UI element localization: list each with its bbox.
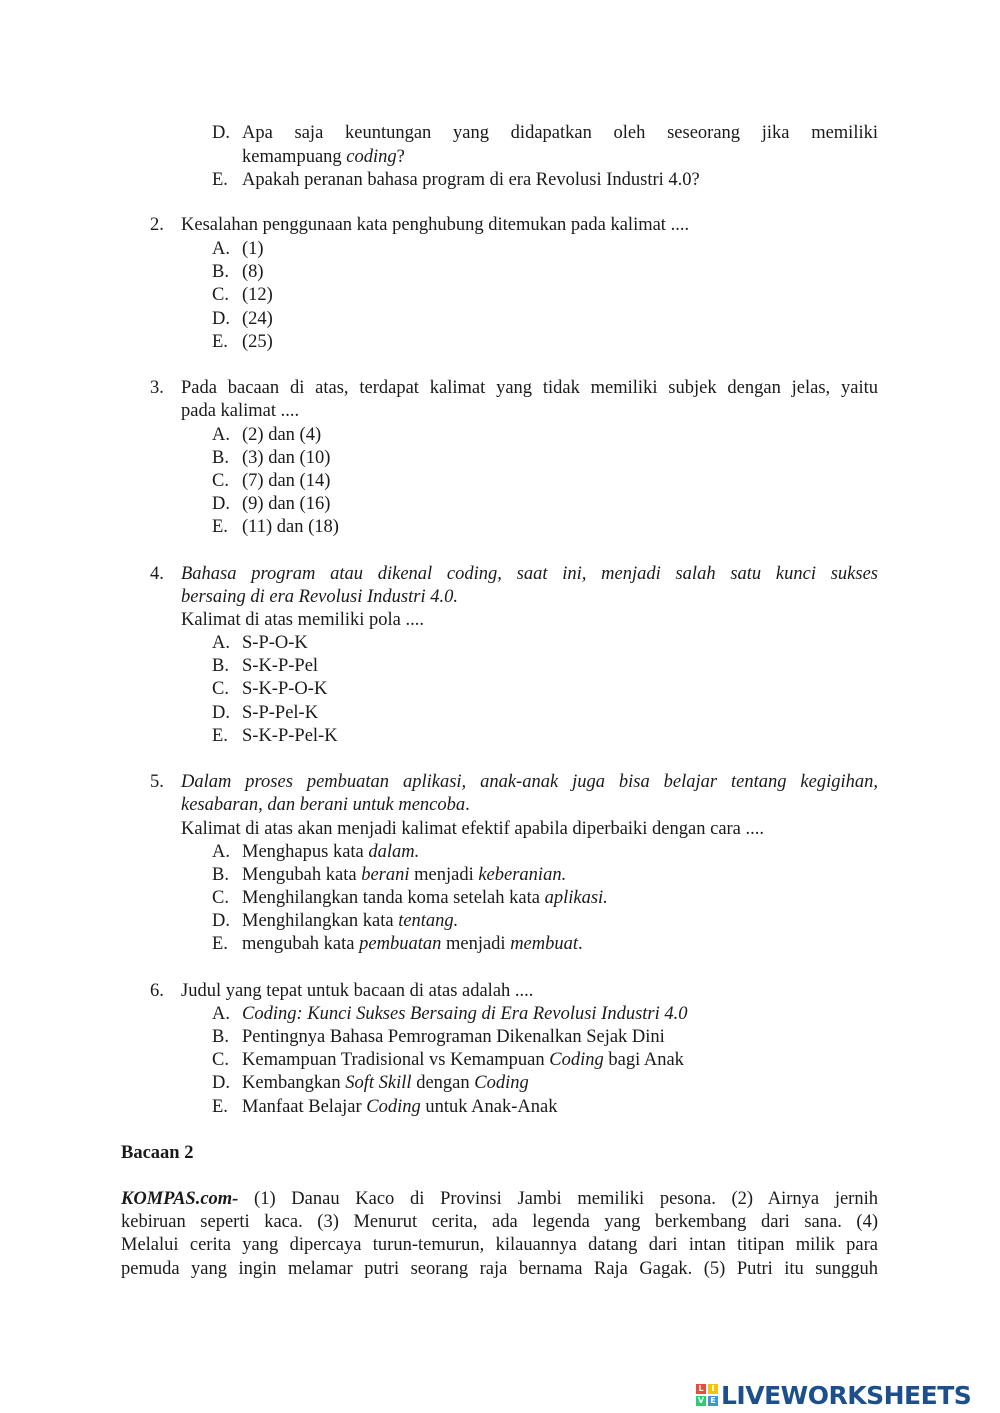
q6-option-c-text: Kemampuan Tradisional vs Kemampuan Coding bagi Anak xyxy=(242,1050,684,1070)
q2-option-e-label: E. xyxy=(212,332,228,352)
bacaan2-line1: KOMPAS.com- (1) Danau Kaco di Provinsi Jambi memiliki pesona. (2) Airnya jernih xyxy=(121,1189,878,1209)
q4-option-e-label: E. xyxy=(212,726,228,746)
q3-option-a-text: (2) dan (4) xyxy=(242,425,322,445)
q5-option-d-text: Menghilangkan kata tentang. xyxy=(242,911,459,931)
q3-line1: Pada bacaan di atas, terdapat kalimat yang tidak memiliki subjek dengan jelas, yaitu xyxy=(181,378,878,398)
q5-option-e-text: mengubah kata pembuatan menjadi membuat. xyxy=(242,934,583,954)
q3-option-e-text: (11) dan (18) xyxy=(242,517,339,537)
q2-option-d-text: (24) xyxy=(242,309,273,329)
q3-option-a-label: A. xyxy=(212,425,230,445)
q6-option-d-label: D. xyxy=(212,1073,230,1093)
q2-option-c-label: C. xyxy=(212,285,229,305)
q2-number: 2. xyxy=(150,215,164,235)
q3-option-c-text: (7) dan (14) xyxy=(242,471,331,491)
q5-option-b-text: Mengubah kata berani menjadi keberanian. xyxy=(242,865,567,885)
q6-text: Judul yang tepat untuk bacaan di atas adalah .... xyxy=(181,981,534,1001)
bacaan2-line2: kebiruan seperti kaca. (3) Menurut cerita, ada legenda yang berkembang dari sana. (4) xyxy=(121,1212,878,1232)
q2-option-c-text: (12) xyxy=(242,285,273,305)
q4-option-e-text: S-K-P-Pel-K xyxy=(242,726,338,746)
logo-icon-letter-l: L xyxy=(696,1384,706,1394)
q5-option-b-label: B. xyxy=(212,865,229,885)
q1-option-d-label: D. xyxy=(212,123,230,143)
q6-option-e-text: Manfaat Belajar Coding untuk Anak-Anak xyxy=(242,1097,558,1117)
q3-option-e-label: E. xyxy=(212,517,228,537)
q6-option-c-label: C. xyxy=(212,1050,229,1070)
q6-option-b-text: Pentingnya Bahasa Pemrograman Dikenalkan Sejak Dini xyxy=(242,1027,665,1047)
q2-option-e-text: (25) xyxy=(242,332,273,352)
q1-option-d-line1: Apa saja keuntungan yang didapatkan oleh seseorang jika memiliki xyxy=(242,123,878,143)
q4-option-a-label: A. xyxy=(212,633,230,653)
q3-number: 3. xyxy=(150,378,164,398)
bacaan2-line4: pemuda yang ingin melamar putri seorang raja bernama Raja Gagak. (5) Putri itu sungguh xyxy=(121,1259,878,1279)
q5-option-d-label: D. xyxy=(212,911,230,931)
q3-option-b-label: B. xyxy=(212,448,229,468)
liveworksheets-icon xyxy=(696,1384,718,1406)
q5-option-a-label: A. xyxy=(212,842,230,862)
q3-option-b-text: (3) dan (10) xyxy=(242,448,331,468)
q1-option-e-text: Apakah peranan bahasa program di era Revolusi Industri 4.0? xyxy=(242,170,700,190)
q4-line2: bersaing di era Revolusi Industri 4.0. xyxy=(181,587,458,607)
q5-option-c-label: C. xyxy=(212,888,229,908)
q6-option-b-label: B. xyxy=(212,1027,229,1047)
q2-option-a-label: A. xyxy=(212,239,230,259)
q1-option-e-label: E. xyxy=(212,170,228,190)
q4-line1: Bahasa program atau dikenal coding, saat ini, menjadi salah satu kunci sukses xyxy=(181,564,878,584)
q4-option-b-text: S-K-P-Pel xyxy=(242,656,319,676)
q6-option-a-label: A. xyxy=(212,1004,230,1024)
bacaan2-heading: Bacaan 2 xyxy=(121,1143,194,1163)
q4-option-d-label: D. xyxy=(212,703,230,723)
q5-number: 5. xyxy=(150,772,164,792)
q5-option-c-text: Menghilangkan tanda koma setelah kata aplikasi. xyxy=(242,888,608,908)
q2-option-b-text: (8) xyxy=(242,262,264,282)
q3-line2: pada kalimat .... xyxy=(181,401,300,421)
q6-number: 6. xyxy=(150,981,164,1001)
q5-line1: Dalam proses pembuatan aplikasi, anak-anak juga bisa belajar tentang kegigihan, xyxy=(181,772,878,792)
q3-option-d-text: (9) dan (16) xyxy=(242,494,331,514)
q5-option-a-text: Menghapus kata dalam. xyxy=(242,842,420,862)
q2-option-b-label: B. xyxy=(212,262,229,282)
logo-icon-letter-i: I xyxy=(708,1384,718,1394)
q6-option-a-text: Coding: Kunci Sukses Bersaing di Era Revolusi Industri 4.0 xyxy=(242,1004,688,1024)
q4-option-d-text: S-P-Pel-K xyxy=(242,703,319,723)
liveworksheets-text: LIVEWORKSHEETS xyxy=(721,1380,972,1410)
bacaan2-line3: Melalui cerita yang dipercaya turun-temurun, kilauannya datang dari intan titipan milik para xyxy=(121,1235,878,1255)
q3-option-c-label: C. xyxy=(212,471,229,491)
q4-option-b-label: B. xyxy=(212,656,229,676)
q3-option-d-label: D. xyxy=(212,494,230,514)
q5-option-e-label: E. xyxy=(212,934,228,954)
q4-line3: Kalimat di atas memiliki pola .... xyxy=(181,610,425,630)
q5-line2: kesabaran, dan berani untuk mencoba. xyxy=(181,795,470,815)
q6-option-d-text: Kembangkan Soft Skill dengan Coding xyxy=(242,1073,529,1093)
logo-icon-letter-e: E xyxy=(708,1396,718,1406)
q6-option-e-label: E. xyxy=(212,1097,228,1117)
q2-option-a-text: (1) xyxy=(242,239,264,259)
logo-icon-letter-v: V xyxy=(697,1396,705,1405)
q4-number: 4. xyxy=(150,564,164,584)
q4-option-c-label: C. xyxy=(212,679,229,699)
q1-option-d-line2: kemampuang coding? xyxy=(242,147,405,167)
q4-option-c-text: S-K-P-O-K xyxy=(242,679,328,699)
q2-option-d-label: D. xyxy=(212,309,230,329)
q5-line3: Kalimat di atas akan menjadi kalimat efektif apabila diperbaiki dengan cara .... xyxy=(181,819,765,839)
liveworksheets-logo xyxy=(696,1380,996,1410)
q2-text: Kesalahan penggunaan kata penghubung ditemukan pada kalimat .... xyxy=(181,215,690,235)
q4-option-a-text: S-P-O-K xyxy=(242,633,308,653)
